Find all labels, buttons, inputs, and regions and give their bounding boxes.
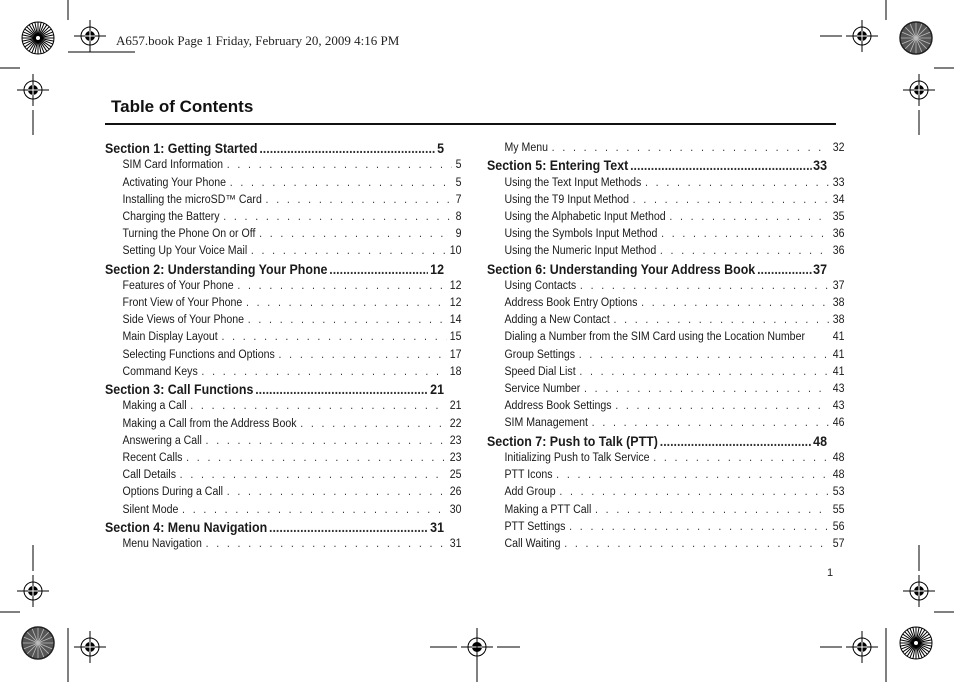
toc-page-number: 25 — [449, 469, 462, 482]
toc-page-number: 5 — [455, 159, 462, 172]
dot-leader — [552, 140, 829, 157]
dot-leader — [615, 398, 829, 415]
toc-entry[interactable] — [487, 415, 844, 432]
toc-entry[interactable] — [487, 209, 844, 226]
dot-leader — [223, 209, 452, 226]
toc-entry-label: Recent Calls — [122, 451, 183, 464]
toc-entry[interactable] — [105, 467, 461, 484]
toc-entry[interactable] — [105, 157, 461, 174]
toc-entry-label: Using the Alphabetic Input Method — [504, 210, 666, 223]
toc-page-number: 9 — [455, 228, 462, 241]
toc-entry-label: Using the T9 Input Method — [504, 193, 629, 206]
dot-leader — [230, 175, 452, 192]
dot-leader — [259, 140, 435, 157]
toc-entry[interactable] — [487, 175, 844, 192]
toc-entry-label: Silent Mode — [122, 503, 179, 516]
toc-entry-label: Making a PTT Call — [504, 503, 592, 516]
toc-page-number: 56 — [832, 520, 845, 533]
toc-page-number: 36 — [832, 245, 845, 258]
toc-entry[interactable] — [105, 243, 461, 260]
toc-entry-label: Section 3: Call Functions — [105, 382, 254, 398]
toc-entry-label: Address Book Settings — [504, 400, 612, 413]
dot-leader — [633, 192, 829, 209]
toc-page-number: 48 — [813, 433, 828, 449]
toc-entry[interactable] — [105, 416, 461, 433]
page-number: 1 — [827, 567, 834, 579]
toc-page-number: 48 — [832, 451, 845, 464]
toc-page-number: 30 — [449, 503, 462, 516]
toc-entry[interactable] — [105, 226, 461, 243]
toc-entry-label: Installing the microSD™ Card — [122, 193, 262, 206]
dot-leader — [227, 157, 452, 174]
dot-leader — [569, 519, 829, 536]
toc-section-heading[interactable] — [105, 381, 444, 398]
dot-leader — [182, 502, 446, 519]
toc-page-number: 10 — [449, 245, 462, 258]
dot-leader — [206, 536, 446, 553]
toc-entry-label: Section 1: Getting Started — [105, 141, 258, 156]
toc-entry[interactable] — [105, 347, 461, 364]
dot-leader — [653, 450, 829, 467]
toc-entry[interactable] — [487, 536, 844, 553]
dot-leader — [251, 243, 446, 260]
toc-page-number: 53 — [832, 486, 845, 499]
toc-entry-label: Call Details — [122, 469, 176, 482]
toc-entry[interactable] — [487, 381, 844, 398]
toc-entry[interactable] — [487, 484, 844, 501]
toc-entry-label: Dialing a Number from the SIM Card using the Location Number — [504, 331, 805, 344]
toc-entry-label: Using the Text Input Methods — [504, 176, 642, 189]
dot-leader — [645, 175, 829, 192]
dot-leader — [237, 278, 446, 295]
dot-leader — [246, 295, 446, 312]
toc-entry-label: Add Group — [504, 486, 556, 499]
dot-leader — [259, 226, 452, 243]
dot-leader — [757, 261, 811, 278]
toc-page-number: 41 — [832, 348, 845, 361]
dot-leader — [201, 364, 446, 381]
page-title: Table of Contents — [111, 97, 254, 116]
toc-page-number: 48 — [832, 469, 845, 482]
toc-page-number: 18 — [449, 365, 462, 378]
dot-leader — [595, 502, 829, 519]
toc-page-number: 33 — [832, 176, 845, 189]
toc-section-heading[interactable] — [487, 433, 827, 450]
dot-leader — [559, 484, 829, 501]
toc-page-number: 21 — [430, 382, 445, 398]
toc-entry[interactable] — [105, 364, 461, 381]
toc-entry[interactable] — [487, 398, 844, 415]
dot-leader — [580, 278, 829, 295]
toc-section-heading[interactable] — [487, 261, 827, 278]
toc-entry[interactable] — [487, 502, 844, 519]
toc-entry[interactable] — [487, 192, 844, 209]
dot-leader — [592, 415, 829, 432]
toc-section-heading[interactable] — [487, 157, 827, 174]
dot-leader — [255, 381, 428, 398]
book-header-line: A657.book Page 1 Friday, February 20, 2009 4:16 PM — [116, 33, 400, 48]
toc-page-number: 34 — [832, 193, 845, 206]
toc-entry[interactable] — [105, 175, 461, 192]
toc-page-number: 15 — [449, 331, 462, 344]
toc-entry[interactable] — [487, 295, 844, 312]
toc-entry[interactable] — [105, 450, 461, 467]
toc-entry-label: Selecting Functions and Options — [122, 348, 275, 361]
toc-entry-label: Setting Up Your Voice Mail — [122, 245, 248, 258]
toc-page-number: 33 — [813, 158, 828, 174]
dot-leader — [579, 364, 829, 381]
toc-entry[interactable] — [487, 312, 844, 329]
toc-section-heading[interactable] — [105, 261, 444, 278]
toc-entry-label: Command Keys — [122, 365, 198, 378]
toc-entry[interactable] — [105, 398, 461, 415]
dot-leader — [266, 192, 452, 209]
toc-section-heading[interactable] — [105, 140, 444, 157]
toc-entry-label: PTT Icons — [504, 469, 553, 482]
toc-page-number: 38 — [832, 314, 845, 327]
dot-leader — [584, 381, 829, 398]
toc-entry-label: Speed Dial List — [504, 365, 576, 378]
toc-page-number: 17 — [449, 348, 462, 361]
toc-section-heading[interactable] — [105, 519, 444, 536]
toc-page-number: 37 — [813, 261, 828, 277]
toc-entry-label: Initializing Push to Talk Service — [504, 451, 650, 464]
toc-page-number: 31 — [449, 538, 462, 551]
toc-page-number: 12 — [430, 261, 445, 277]
dot-leader — [190, 398, 446, 415]
toc-entry[interactable] — [487, 329, 844, 346]
toc-page-number: 36 — [832, 228, 845, 241]
toc-entry[interactable] — [487, 519, 844, 536]
toc-right-column — [487, 140, 845, 553]
toc-entry[interactable] — [487, 364, 844, 381]
toc-page-number: 46 — [832, 417, 845, 430]
toc-page-number: 7 — [455, 193, 462, 206]
toc-page-number: 23 — [449, 451, 462, 464]
toc-entry-label: Making a Call from the Address Book — [122, 417, 297, 430]
toc-page-number: 26 — [449, 486, 462, 499]
toc-entry[interactable] — [105, 295, 461, 312]
toc-entry[interactable] — [487, 278, 844, 295]
toc-entry-label: Address Book Entry Options — [504, 297, 638, 310]
toc-entry-label: Section 7: Push to Talk (PTT) — [487, 433, 658, 449]
toc-page-number: 12 — [449, 297, 462, 310]
dot-leader — [206, 433, 446, 450]
toc-entry[interactable] — [105, 433, 461, 450]
toc-entry-label: Features of Your Phone — [122, 279, 234, 292]
toc-page-number: 57 — [832, 537, 845, 550]
toc-entry[interactable] — [105, 536, 461, 553]
dot-leader — [660, 243, 829, 260]
toc-page-number: 37 — [832, 279, 845, 292]
toc-page-number: 38 — [832, 297, 845, 310]
toc-entry[interactable] — [105, 329, 461, 346]
toc-entry-label: SIM Management — [504, 417, 588, 430]
dot-leader — [329, 261, 428, 278]
toc-entry-label: Group Settings — [504, 348, 576, 361]
toc-page-number: 12 — [449, 279, 462, 292]
toc-entry-label: Adding a New Contact — [504, 314, 610, 327]
toc-page-number: 43 — [832, 400, 845, 413]
dot-leader — [660, 433, 812, 450]
toc-entry[interactable] — [105, 484, 461, 501]
dot-leader — [579, 347, 829, 364]
toc-page-number: 32 — [832, 142, 845, 154]
toc-page-number: 21 — [449, 400, 462, 413]
toc-entry-label: Section 5: Entering Text — [487, 158, 629, 174]
toc-page-number: 8 — [455, 210, 462, 223]
toc-page-number: 55 — [832, 503, 845, 516]
toc-entry-label: Side Views of Your Phone — [122, 314, 245, 327]
toc-entry[interactable] — [487, 347, 844, 364]
dot-leader — [278, 347, 446, 364]
toc-entry[interactable] — [105, 192, 461, 209]
dot-leader — [269, 519, 428, 536]
dot-leader — [227, 484, 446, 501]
toc-entry[interactable] — [105, 312, 461, 329]
toc-page-number: 5 — [437, 141, 445, 156]
toc-page-number: 31 — [430, 519, 445, 535]
dot-leader — [300, 416, 446, 433]
toc-entry-label: Service Number — [504, 383, 581, 396]
toc-entry[interactable] — [487, 140, 844, 157]
toc-entry-label: Menu Navigation — [122, 538, 202, 551]
dot-leader — [630, 157, 811, 174]
dot-leader — [186, 450, 446, 467]
toc-entry-label: Main Display Layout — [122, 331, 218, 344]
dot-leader — [669, 209, 829, 226]
dot-leader — [613, 312, 829, 329]
toc-page-number: 41 — [832, 331, 845, 344]
toc-entry[interactable] — [487, 226, 844, 243]
dot-leader — [661, 226, 829, 243]
toc-entry-label: Section 6: Understanding Your Address Book — [487, 261, 756, 277]
toc-entry-label: Using Contacts — [504, 279, 577, 292]
toc-entry-label: Activating Your Phone — [122, 176, 227, 189]
toc-entry-label: Answering a Call — [122, 434, 202, 447]
dot-leader — [556, 467, 829, 484]
dot-leader — [564, 536, 829, 553]
toc-entry-label: Making a Call — [122, 400, 187, 413]
toc-entry-label: Charging the Battery — [122, 210, 220, 223]
toc-entry[interactable] — [105, 502, 461, 519]
dot-leader — [180, 467, 446, 484]
toc-entry-label: Call Waiting — [504, 537, 561, 550]
toc-entry[interactable] — [105, 209, 461, 226]
title-rule — [105, 123, 836, 125]
toc-entry[interactable] — [105, 278, 461, 295]
toc-entry-label: Using the Symbols Input Method — [504, 228, 658, 241]
toc-page-number: 14 — [449, 314, 462, 327]
toc-entry-label: Front View of Your Phone — [122, 297, 243, 310]
dot-leader — [221, 329, 446, 346]
toc-page-number: 41 — [832, 365, 845, 378]
dot-leader — [248, 312, 446, 329]
toc-entry[interactable] — [487, 450, 844, 467]
toc-page-number: 35 — [832, 210, 845, 223]
toc-entry[interactable] — [487, 467, 844, 484]
toc-entry-label: My Menu — [504, 142, 548, 154]
toc-left-column — [105, 140, 462, 553]
toc-page-number: 22 — [449, 417, 462, 430]
toc-entry-label: Using the Numeric Input Method — [504, 245, 657, 258]
toc-entry-label: Section 4: Menu Navigation — [105, 519, 268, 535]
toc-entry-label: PTT Settings — [504, 520, 566, 533]
toc-page-number: 5 — [455, 176, 462, 189]
toc-entry-label: SIM Card Information — [122, 159, 224, 172]
dot-leader — [641, 295, 829, 312]
toc-entry-label: Turning the Phone On or Off — [122, 228, 256, 241]
toc-page-number: 23 — [449, 434, 462, 447]
toc-entry-label: Options During a Call — [122, 486, 224, 499]
toc-entry-label: Section 2: Understanding Your Phone — [105, 261, 328, 277]
toc-entry[interactable] — [487, 243, 844, 260]
toc-page-number: 43 — [832, 383, 845, 396]
